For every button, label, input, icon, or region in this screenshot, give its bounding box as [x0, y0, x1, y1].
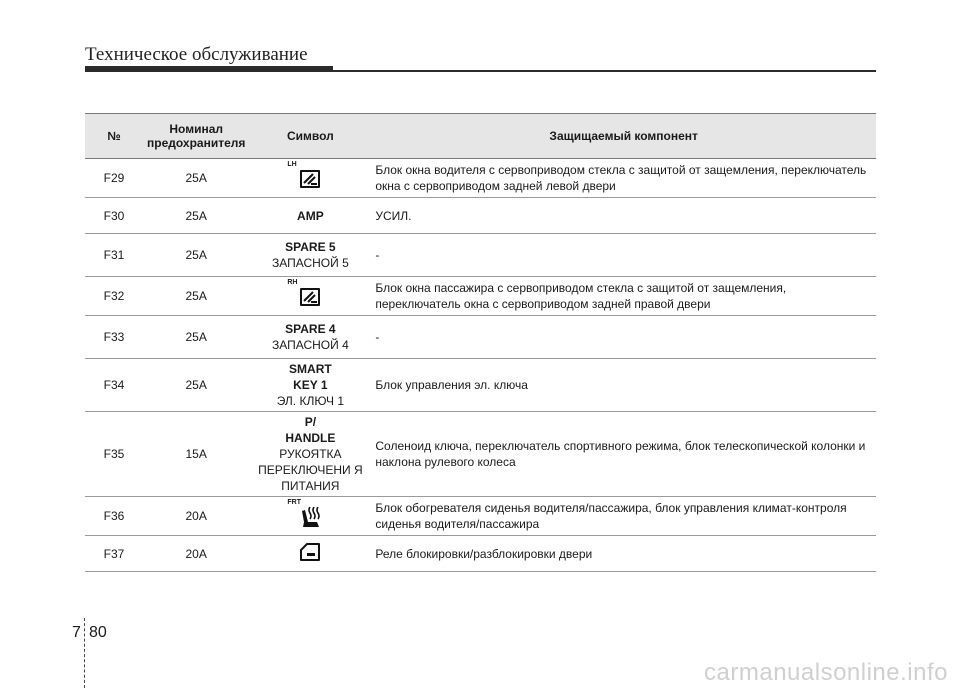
symbol-label: AMP: [297, 208, 324, 223]
table-row: [85, 159, 876, 198]
protected-component: -: [371, 234, 876, 277]
symbol-tag: RH: [287, 279, 298, 286]
symbol-label: SPARE 5: [285, 240, 336, 254]
fuse-rating: 25A: [143, 159, 249, 198]
fuse-rating: 15A: [143, 412, 249, 497]
fuse-number: F35: [85, 412, 143, 497]
column-header-rating: Номинал предохранителя: [143, 114, 249, 159]
header-rule-thick: [85, 66, 333, 72]
fuse-symbol: [249, 159, 371, 198]
table-row: [85, 316, 876, 359]
fuse-number: F34: [85, 359, 143, 412]
watermark: carmanualsonline.info: [704, 659, 948, 686]
fuse-number: F32: [85, 277, 143, 316]
fuse-number: F37: [85, 536, 143, 572]
table-row: [85, 359, 876, 412]
fuse-rating: 25A: [143, 277, 249, 316]
symbol-sublabel: ЗАПАСНОЙ 5: [271, 256, 349, 270]
header-rule-thin: [333, 70, 876, 72]
fuse-number: F33: [85, 316, 143, 359]
column-header-no: №: [85, 114, 143, 159]
table-row: [85, 412, 876, 497]
fuse-rating: 25A: [143, 316, 249, 359]
protected-component: Блок управления эл. ключа: [371, 359, 876, 412]
symbol-label: SPARE 4: [285, 322, 336, 336]
table-row: [85, 497, 876, 536]
page-title: Техническое обслуживание: [85, 44, 308, 65]
symbol-tag: LH: [287, 161, 297, 168]
protected-component: УСИЛ.: [371, 198, 876, 234]
fuse-table: [85, 113, 876, 572]
fuse-rating: 20A: [143, 497, 249, 536]
footer-divider: [84, 618, 85, 688]
fuse-symbol: [249, 277, 371, 316]
fuse-number: F29: [85, 159, 143, 198]
protected-component: Блок обогревателя сиденья водителя/пассажира, блок управления климат-контроля сиденья водителя/пассажира: [371, 497, 876, 536]
protected-component: -: [371, 316, 876, 359]
page-number: 80: [89, 624, 107, 641]
symbol-sublabel: ЭЛ. КЛЮЧ 1: [276, 394, 345, 408]
table-header-row: [85, 114, 876, 159]
symbol-tag: FRT: [287, 499, 301, 506]
symbol-label: P/ HANDLE: [285, 415, 336, 445]
section-number: 7: [72, 624, 81, 641]
protected-component: Соленоид ключа, переключатель спортивного режима, блок телескопической колонки и наклона рулевого колеса: [371, 412, 876, 497]
symbol-sublabel: РУКОЯТКА ПЕРЕКЛЮЧЕНИ Я ПИТАНИЯ: [258, 447, 363, 493]
symbol-label: SMART KEY 1: [289, 362, 332, 392]
fuse-number: F30: [85, 198, 143, 234]
fuse-number: F31: [85, 234, 143, 277]
protected-component: Блок окна пассажира с сервоприводом стекла с защитой от защемления, переключатель окна с сервоприводом задней правой двери: [371, 277, 876, 316]
table-row: [85, 536, 876, 572]
table-row: [85, 198, 876, 234]
seat-heater-icon: [299, 507, 323, 529]
table-row: [85, 277, 876, 316]
fuse-symbol: [249, 412, 371, 497]
fuse-symbol: [249, 234, 371, 277]
fuse-rating: 25A: [143, 198, 249, 234]
protected-component: Реле блокировки/разблокировки двери: [371, 536, 876, 572]
table-row: [85, 234, 876, 277]
window-icon: [299, 287, 321, 307]
fuse-rating: 25A: [143, 234, 249, 277]
door-lock-icon: [299, 542, 321, 562]
fuse-rating: 20A: [143, 536, 249, 572]
window-icon: [299, 169, 321, 189]
fuse-symbol: [249, 359, 371, 412]
column-header-component: Защищаемый компонент: [371, 114, 876, 159]
column-header-symbol: Символ: [249, 114, 371, 159]
fuse-symbol: [249, 198, 371, 234]
protected-component: Блок окна водителя с сервоприводом стекла с защитой от защемления, переключатель окна с сервоприводом задней левой двери: [371, 159, 876, 198]
symbol-sublabel: ЗАПАСНОЙ 4: [271, 338, 349, 352]
fuse-rating: 25A: [143, 359, 249, 412]
fuse-number: F36: [85, 497, 143, 536]
fuse-symbol: [249, 536, 371, 572]
fuse-symbol: [249, 497, 371, 536]
fuse-symbol: [249, 316, 371, 359]
